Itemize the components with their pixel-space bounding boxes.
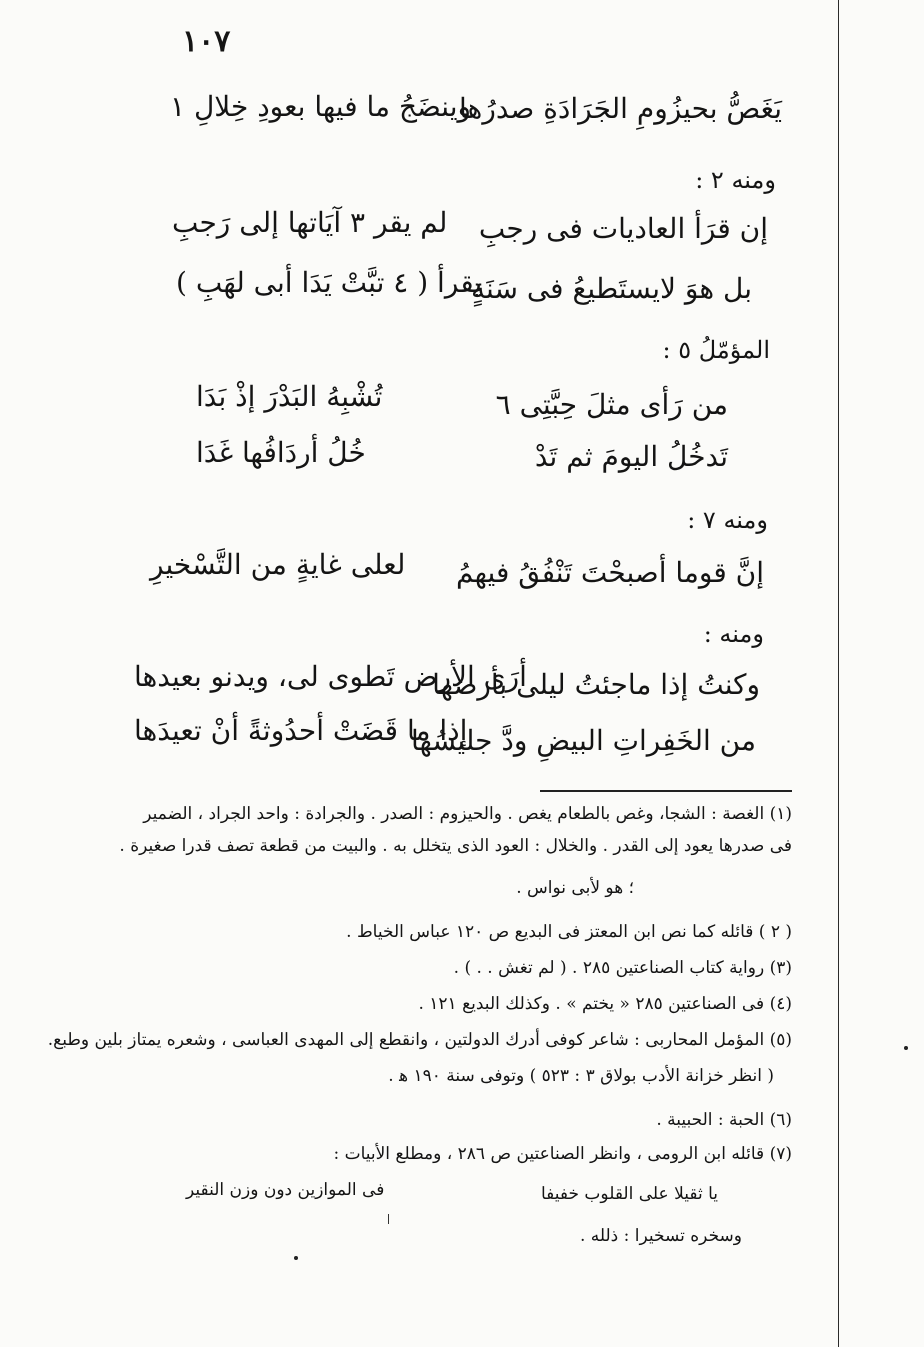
footnote-6: (٦) الحبة : الحبيبة . [656, 1110, 792, 1130]
verse-8-hemistich-right: من الخَفِراتِ البيضِ ودَّ جليسُها [411, 724, 756, 757]
footnote-5-line-2: ( انظر خزانة الأدب بولاق ٣ : ٥٢٣ ) وتوفى سنة ١٩٠ ﻫ . [388, 1066, 774, 1086]
footnote-1-line-2: فى صدرها يعود إلى القدر . والخلال : العود الذى يتخلل به . والبيت من قطعة تصف قدرا صغيرة . [119, 836, 792, 856]
section-header-3: ومنه ٧ : [687, 506, 768, 534]
verse-5-hemistich-right: تَدخُلُ اليومَ ثم تَدْ [534, 440, 728, 473]
quote-hemistich-right: يا ثقيلا على القلوب خفيفا [540, 1184, 718, 1204]
verse-3-hemistich-right: بل هوَ لايستَطيعُ فى سَنَةٍ [471, 272, 752, 305]
verse-1-hemistich-right: يَغَصُّ بحيزُومِ الجَرَادَةِ صدرُها [459, 92, 782, 125]
verse-8-hemistich-left: إذا ما قَضَتْ أحدُوثةً أنْ تعيدَها [134, 714, 468, 747]
footnote-1-line-3: ؛ هو لأبى نواس . [516, 878, 634, 898]
scan-mark [388, 1214, 389, 1224]
footnote-5-line-1: (٥) المؤمل المحاربى : شاعر كوفى أدرك الدولتين ، وانقطع إلى المهدى العباسى ، وشعره يمتاز بلين وطبع. [47, 1030, 792, 1050]
footnote-1-line-1: (١) الغصة : الشجا، وغص بالطعام يغص . والحيزوم : الصدر . والجرادة : واحد الجراد ، الضمير [143, 804, 792, 824]
verse-4-hemistich-left: تُشْبِهُ البَدْرَ إذْ بَدَا [196, 380, 383, 413]
verse-6-hemistich-right: إنَّ قوما أصبحْتَ تَنْفُقُ فيهمُ [455, 556, 764, 589]
footnote-2: ( ٢ ) قائله كما نص ابن المعتز فى البديع ص ١٢٠ عباس الخياط . [346, 922, 792, 942]
closing-note: وسخره تسخيرا : ذلله . [579, 1226, 742, 1246]
verse-4-hemistich-right: من رَأى مثلَ حِبَّتِى ٦ [495, 388, 728, 421]
section-header-4: ومنه : [703, 620, 764, 648]
quote-hemistich-left: فى الموازين دون وزن النقير [186, 1180, 385, 1200]
verse-5-hemistich-left: خُلُ أردَافُها غَدَا [196, 436, 366, 469]
verse-2-hemistich-left: لم يقر ٣ آيَاتها إلى رَجبِ [172, 206, 448, 239]
scan-dot [904, 1046, 908, 1050]
verse-3-hemistich-left: يقرأ ( ٤ تبَّتْ يَدَا أبى لهَبِ ) [176, 266, 483, 299]
verse-2-hemistich-right: إن قرَأ العاديات فى رجبِ [478, 212, 768, 245]
footnote-3: (٣) رواية كتاب الصناعتين ٢٨٥ . ( لم تغش . . ) . [453, 958, 792, 978]
section-header-2: المؤمّلُ ٥ : [662, 336, 770, 364]
verse-6-hemistich-left: لعلى غايةٍ من التَّسْخيرِ [150, 548, 406, 581]
footnote-4: (٤) فى الصناعتين ٢٨٥ « يختم » . وكذلك البديع ١٢١ . [418, 994, 792, 1014]
verse-1-hemistich-left: وينضَجُ ما فيها بعودِ خِلالِ ١ [170, 90, 472, 123]
scan-dot [294, 1256, 298, 1260]
verse-7-hemistich-right: وكنتُ إذا ماجئتُ ليلى بأرضها [432, 668, 760, 701]
footnote-divider [540, 790, 792, 792]
section-header-1: ومنه ٢ : [695, 166, 776, 194]
verse-7-hemistich-left: أرَى الأرض تَطوى لى، ويدنو بعيدها [134, 660, 527, 693]
page-edge-line [838, 0, 839, 1347]
footnote-7: (٧) قائله ابن الرومى ، وانظر الصناعتين ص ٢٨٦ ، ومطلع الأبيات : [333, 1144, 792, 1164]
page-number: ١٠٧ [182, 24, 231, 59]
